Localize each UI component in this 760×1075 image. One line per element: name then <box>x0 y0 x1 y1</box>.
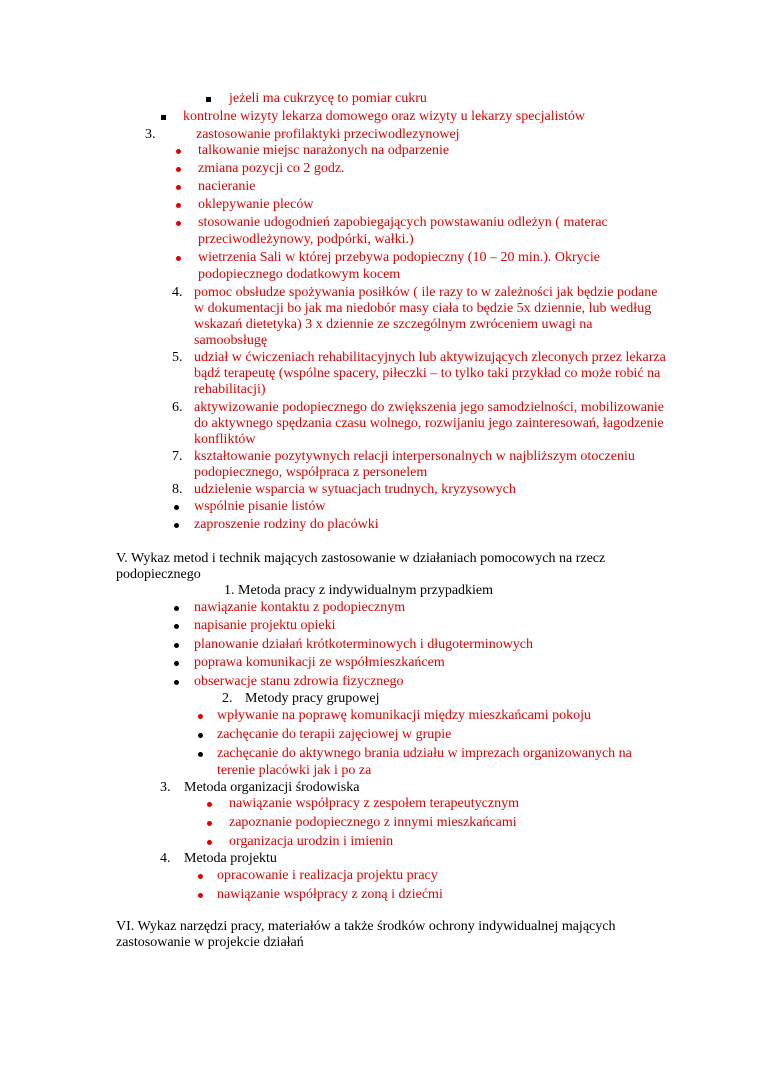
list-item: udzielenie wsparcia w sytuacjach trudnych, kryzysowych <box>194 482 516 497</box>
list-item: poprawa komunikacji ze współmieszkańcem <box>194 655 445 670</box>
list-item: wietrzenia Sali w której przebywa podopieczny (10 – 20 min.). Okrycie <box>198 250 600 265</box>
section-heading-v: V. Wykaz metod i technik mających zastosowanie w działaniach pomocowych na rzecz <box>116 551 606 566</box>
list-item: udział w ćwiczeniach rehabilitacyjnych lub aktywizujących zleconych przez lekarza <box>194 350 666 365</box>
list-item: oklepywanie pleców <box>198 197 314 212</box>
bullet-icon <box>176 221 181 226</box>
list-item-continued: wskazań dietetyka) 3 x dziennie ze szczególnym zwróceniem uwagi na <box>194 317 593 332</box>
method3-title: Metoda organizacji środowiska <box>184 780 360 795</box>
bullet-icon <box>176 149 181 154</box>
list-item: obserwacje stanu zdrowia fizycznego <box>194 674 404 689</box>
list-item-visits: kontrolne wizyty lekarza domowego oraz wizyty u lekarzy specjalistów <box>183 109 585 124</box>
bullet-icon <box>198 752 203 757</box>
item-number-8: 8. <box>172 482 183 497</box>
item3-title: zastosowanie profilaktyki przeciwodlezynowej <box>196 127 460 142</box>
bullet-icon <box>198 893 203 898</box>
bullet-icon <box>198 874 203 879</box>
bullet-icon <box>174 606 179 611</box>
bullet-icon <box>174 680 179 685</box>
list-item: stosowanie udogodnień zapobiegających powstawaniu odleżyn ( materac <box>198 215 608 230</box>
list-item-continued: samoobsługę <box>194 333 268 348</box>
list-item-continued: przeciwodleżynowy, podpórki, wałki.) <box>198 232 414 247</box>
list-item: nawiązanie współpracy z zespołem terapeutycznym <box>229 796 519 811</box>
item-number-4: 4. <box>172 285 183 300</box>
list-item-continued: w dokumentacji bo jak ma niedobór masy ciała to będzie 5x dziennie, lub według <box>194 301 652 316</box>
list-item: nawiązanie współpracy z zoną i dziećmi <box>217 887 443 902</box>
list-item: zaproszenie rodziny do placówki <box>194 517 379 532</box>
list-item-continued: rehabilitacji) <box>194 382 266 397</box>
list-item-sugar: jeżeli ma cukrzycę to pomiar cukru <box>229 91 427 106</box>
list-item: zmiana pozycji co 2 godz. <box>198 161 345 176</box>
bullet-icon <box>174 505 179 510</box>
bullet-icon <box>198 714 203 719</box>
list-item: kształtowanie pozytywnych relacji interpersonalnych w najbliższym otoczeniu <box>194 449 635 464</box>
list-item: talkowanie miejsc narażonych na odparzenie <box>198 143 450 158</box>
method2-number: 2. <box>222 691 233 706</box>
list-item: planowanie działań krótkoterminowych i długoterminowych <box>194 637 534 652</box>
list-item: wpływanie na poprawę komunikacji między mieszkańcami pokoju <box>217 708 592 723</box>
method4-title: Metoda projektu <box>184 851 277 866</box>
method2-title: Metody pracy grupowej <box>245 691 380 706</box>
list-item-continued: bądź terapeutę (wspólne spacery, piłeczki – to tylko taki przykład co może robić na <box>194 366 661 381</box>
list-item: zapoznanie podopiecznego z innymi mieszkańcami <box>229 815 517 830</box>
bullet-icon <box>174 523 179 528</box>
item-number-3: 3. <box>145 127 156 142</box>
list-item: aktywizowanie podopiecznego do zwiększenia jego samodzielności, mobilizowanie <box>194 400 665 415</box>
list-item-continued: podopiecznego, współpraca z personelem <box>194 465 428 480</box>
bullet-icon <box>176 256 181 261</box>
list-item: napisanie projektu opieki <box>194 618 336 633</box>
list-item: opracowanie i realizacja projektu pracy <box>217 868 438 883</box>
section-heading-vi: VI. Wykaz narzędzi pracy, materiałów a także środków ochrony indywidualnej mających <box>116 919 616 934</box>
section-heading-v-continued: podopiecznego <box>116 567 201 582</box>
list-item-continued: konfliktów <box>194 432 256 447</box>
method1-title: 1. Metoda pracy z indywidualnym przypadkiem <box>224 583 494 598</box>
bullet-icon <box>176 167 181 172</box>
method3-number: 3. <box>160 780 171 795</box>
list-item: zachęcanie do aktywnego brania udziału w imprezach organizowanych na <box>217 746 632 761</box>
list-item-continued: terenie placówki jak i po za <box>217 763 372 778</box>
square-bullet-icon <box>161 115 166 120</box>
bullet-icon <box>207 840 212 845</box>
bullet-icon <box>176 203 181 208</box>
list-item: nacieranie <box>198 179 256 194</box>
item-number-6: 6. <box>172 400 183 415</box>
bullet-icon <box>207 821 212 826</box>
bullet-icon <box>207 802 212 807</box>
method4-number: 4. <box>160 851 171 866</box>
list-item: wspólnie pisanie listów <box>194 499 326 514</box>
list-item: nawiązanie kontaktu z podopiecznym <box>194 600 406 615</box>
bullet-icon <box>176 185 181 190</box>
list-item-continued: do aktywnego spędzania czasu wolnego, rozwijaniu jego zainteresowań, łagodzenie <box>194 416 664 431</box>
bullet-icon <box>174 624 179 629</box>
bullet-icon <box>174 643 179 648</box>
item-number-7: 7. <box>172 449 183 464</box>
list-item: zachęcanie do terapii zajęciowej w grupie <box>217 727 452 742</box>
bullet-icon <box>174 661 179 666</box>
section-heading-vi-continued: zastosowanie w projekcie działań <box>116 935 304 950</box>
item-number-5: 5. <box>172 350 183 365</box>
list-item: organizacja urodzin i imienin <box>229 834 394 849</box>
square-bullet-icon <box>206 97 211 102</box>
list-item-continued: podopiecznego dodatkowym kocem <box>198 267 401 282</box>
bullet-icon <box>198 733 203 738</box>
list-item: pomoc obsłudze spożywania posiłków ( ile razy to w zależności jak będzie podane <box>194 285 658 300</box>
